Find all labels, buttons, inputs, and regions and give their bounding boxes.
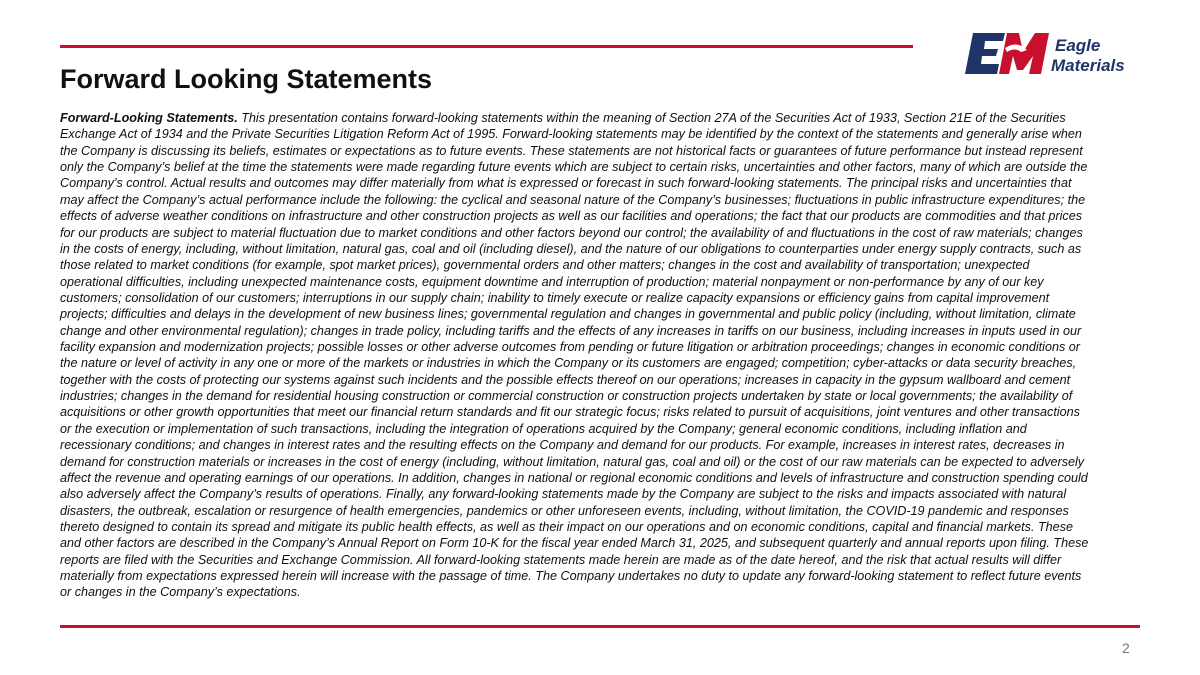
text-line-content: only the Company’s belief at the time the statements were made regarding future events which are subject to certain risks, uncertainties and other factors, many of which are outside the	[60, 160, 1088, 175]
text-line	[60, 584, 1150, 600]
logo-text-materials: Materials	[1051, 56, 1125, 75]
text-line	[60, 241, 1150, 257]
text-line	[60, 486, 1150, 502]
text-line-content: disasters, the outbreak, escalation or resurgence of health emergencies, pandemics or other unforeseen events, including, without limitation, the COVID-19 pandemic and responses	[60, 503, 1069, 518]
text-line	[60, 192, 1150, 208]
text-line-content: demand for construction materials or increases in the cost of energy (including, without limitation, natural gas, coal and oil) or the cost of our raw materials can be expected to adversely	[60, 454, 1085, 469]
text-line-content: projects; difficulties and delays in the development of new business lines; governmental regulation and changes in governmental and public policy (including, without limitation, climate	[60, 307, 1076, 322]
text-line	[60, 421, 1150, 437]
text-line-content: recessionary conditions; and changes in interest rates and the resulting effects on the Company and demand for our products. For example, increases in interest rates, decreases in	[60, 438, 1065, 453]
text-line-content: may affect the Company’s actual performance include the following: the cyclical and seasonal nature of the Company’s businesses; fluctuations in public infrastructure expenditures; the	[60, 192, 1086, 207]
page-number: 2	[1122, 640, 1130, 656]
text-line	[60, 535, 1150, 551]
text-line	[60, 339, 1150, 355]
eagle-materials-logo	[965, 30, 1140, 78]
text-line	[60, 388, 1150, 404]
text-line	[60, 159, 1150, 175]
text-line	[60, 126, 1150, 142]
text-line	[60, 175, 1150, 191]
text-line-content: operational difficulties, including unexpected maintenance costs, equipment downtime and interruption of production; material nonpayment or non-performance by any of our key	[60, 274, 1044, 289]
text-line	[60, 323, 1150, 339]
logo-text-eagle: Eagle	[1055, 36, 1101, 55]
text-line-content: and other factors are described in the Company’s Annual Report on Form 10-K for the fiscal year ended March 31, 2025, and subsequent quarterly and annual reports upon filing. These	[60, 536, 1089, 551]
text-line-content: materially from expectations expressed herein will increase with the passage of time. The Company undertakes no duty to update any forward-looking statement to reflect future events	[60, 569, 1082, 584]
text-line-content: industries; changes in the demand for residential housing construction or commercial construction or construction projects undertaken by state or local governments; the availability of	[60, 389, 1073, 404]
text-line	[60, 519, 1150, 535]
text-line-content: together with the costs of protecting our systems against such incidents and the possible effects thereof on our operations; increases in capacity in the gypsum wallboard and cement	[60, 372, 1071, 387]
text-line	[60, 552, 1150, 568]
text-line-content: affect the revenue and operating earnings of our operations. In addition, changes in national or regional economic conditions and levels of infrastructure and construction spending could	[60, 470, 1088, 485]
text-line	[60, 143, 1150, 159]
text-line-content: acquisitions or other growth opportunities that meet our financial return standards and fit our strategic focus; risks related to pursuit of acquisitions, joint ventures and other transactions	[60, 405, 1080, 420]
text-line	[60, 110, 1150, 126]
footer-rule	[60, 625, 1140, 628]
text-line-content: the Company is discussing its beliefs, estimates or expectations as to future events. These statements are not historical facts or guarantees of future performance but instead represent	[60, 143, 1083, 158]
text-line	[60, 257, 1150, 273]
text-line	[60, 454, 1150, 470]
text-line	[60, 503, 1150, 519]
text-line	[60, 208, 1150, 224]
text-line-content: or changes in the Company’s expectations.	[60, 585, 301, 600]
text-line-content: for our products are subject to material fluctuation due to market conditions and other factors beyond our control; the availability of and fluctuations in the cost of raw materials; changes	[60, 225, 1083, 240]
forward-looking-statements-text	[60, 110, 1150, 601]
text-line	[60, 470, 1150, 486]
text-line-content: Exchange Act of 1934 and the Private Securities Litigation Reform Act of 1995. Forward-looking statements may be identified by the context of the statements and generally arise when	[60, 127, 1082, 142]
text-line-content: the nature or level of activity in any one or more of the markets or industries in which the Company or its customers are engaged; competition; cyber-attacks or data security breaches,	[60, 356, 1077, 371]
text-line	[60, 437, 1150, 453]
text-line-content: facility expansion and modernization projects; possible losses or other adverse outcomes from pending or future litigation or arbitration proceedings; changes in economic conditions or	[60, 340, 1080, 355]
text-line-content: effects of adverse weather conditions on infrastructure and other construction projects as well as our facilities and operations; the fact that our products are commodities and that prices	[60, 209, 1083, 224]
text-line-content: change and other environmental regulation); changes in trade policy, including tariffs and the effects of any increases in tariffs on our business, including increases in inputs used in our	[60, 323, 1082, 338]
text-line-content: Company’s control. Actual results and outcomes may differ materially from what is expressed or forecast in such forward-looking statements. The principal risks and uncertainties that	[60, 176, 1072, 191]
text-line	[60, 568, 1150, 584]
text-line	[60, 355, 1150, 371]
lead-heading: Forward-Looking Statements.	[60, 111, 238, 125]
text-line	[60, 372, 1150, 388]
text-line-content: reports are filed with the Securities and Exchange Commission. All forward-looking statements made herein are made as of the date hereof, and the risk that actual results will differ	[60, 552, 1062, 567]
header-rule	[60, 45, 913, 48]
text-line-content: thereto designed to contain its spread and mitigate its public health effects, as well as their impact on our operations and on economic conditions, capital and financial markets. These	[60, 519, 1073, 534]
text-line-content: customers; consolidation of our customers; interruptions in our supply chain; inability to timely execute or realize capacity expansions or efficiency gains from capital improvement	[60, 290, 1050, 305]
text-line-content: in the costs of energy, including, without limitation, natural gas, coal and oil (including diesel), and the nature of our obligations to counterparties under energy supply contracts, such as	[60, 241, 1082, 256]
text-line-content: This presentation contains forward-looking statements within the meaning of Section 27A of the Securities Act of 1933, Section 21E of the Securities	[237, 111, 1066, 125]
page-title: Forward Looking Statements	[60, 64, 433, 94]
text-line-content: those related to market conditions (for example, spot market prices), governmental orders and other matters; changes in the cost and availability of transportation; unexpected	[60, 258, 1030, 273]
text-line	[60, 225, 1150, 241]
text-line	[60, 290, 1150, 306]
text-line-content: or the execution or implementation of such transactions, including the integration of operations acquired by the Company; general economic conditions, including inflation and	[60, 421, 1027, 436]
text-line-content: also adversely affect the Company’s results of operations. Finally, any forward-looking statements made by the Company are subject to the risks and impacts associated with natural	[60, 487, 1067, 502]
text-line	[60, 404, 1150, 420]
text-line	[60, 274, 1150, 290]
text-line	[60, 306, 1150, 322]
